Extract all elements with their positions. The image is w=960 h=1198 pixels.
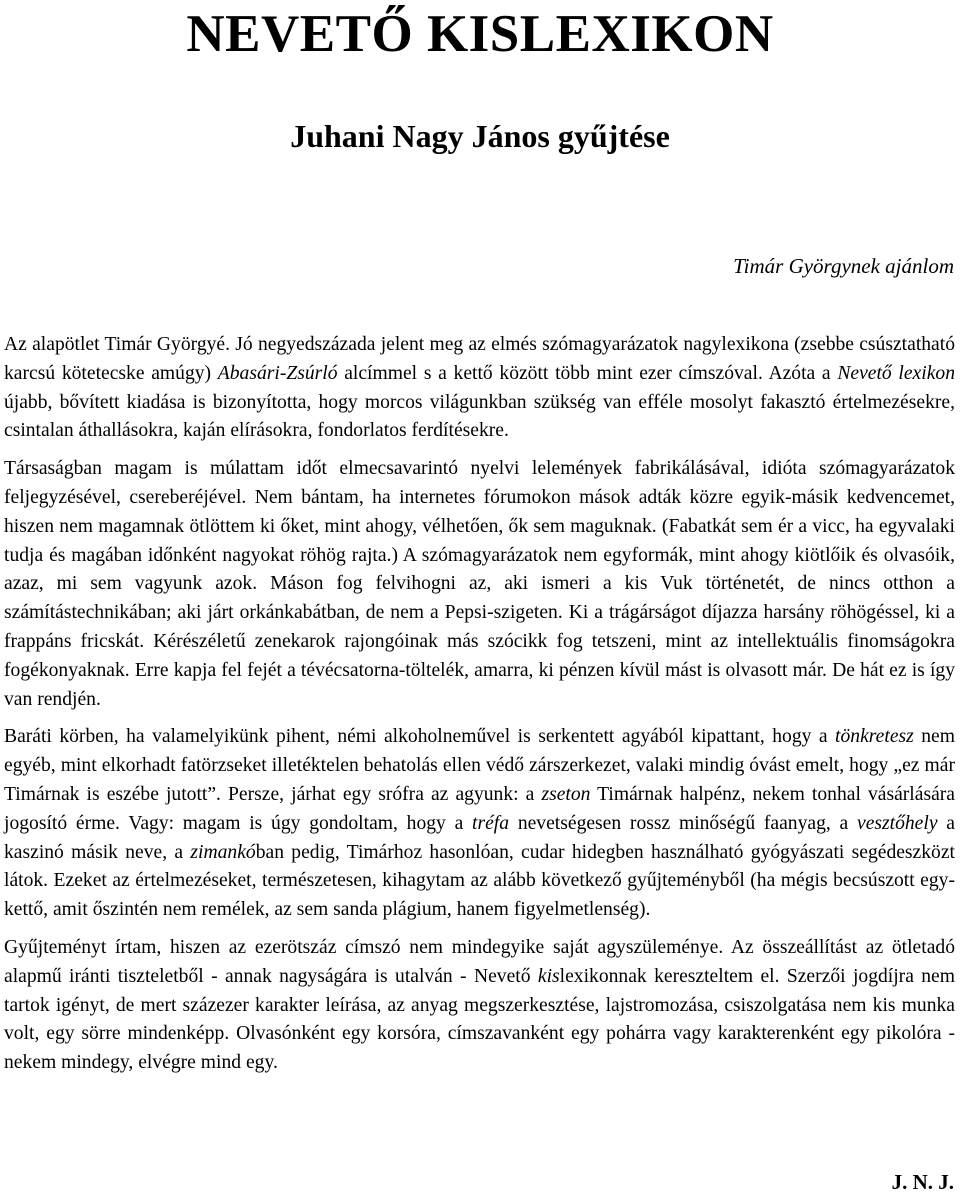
text-run: Gyűjteményt írtam, hiszen az ezerötszáz címszó nem mindegyike saját agyszüleménye. Az összeállítást az ötletadó alapmű iránti tiszteletből - annak nagyságára is utalván - Nevető xyxy=(4,936,955,987)
text-run: lexikonnak kereszteltem el. Szerzői jogdíjra nem tartok igényt, de mert százezer karakter leírása, az anyag megszerkesztése, lajstromozása, csiszolgatása nem kis munka volt, egy sörre mindenképp. Olvasónként egy korsóra, címszavanként egy pohárra vagy karakterenként egy pikolóra - nekem mindegy, elvégre mind egy. xyxy=(4,965,955,1074)
text-run: Társaságban magam is múlattam időt elmecsavarintó nyelvi lelemények fabrikálásával, idióta szómagyarázatok feljegyzésével, csereberéjével. Nem bántam, ha internetes fórumokon mások adták közre egyik-másik kedvencemet, hiszen nem magamnak ötlöttem ki őket, mint ahogy, vélhetően, ők sem maguknak. (Fabatkát sem ér a vicc, ha egyvalaki tudja és magában időnként nagyokat röhög rajta.) A szómagyarázatok nem egyformák, mint ahogy kiötlőik és olvasóik, azaz, mi sem vagyunk azok. Máson fog felvihogni az, aki ismeri a kis Vuk történetét, de nincs otthon a számítástechnikában; aki járt orkánkabátban, de nem a Pepsi-szigeten. Ki a trágárságot díjazza harsány röhögéssel, ki a frappáns fricskát. Kérészéletű zenekarok rajongóinak más szócikk fog tetszeni, mint az intellektuális finomságokra fogékonyaknak. Erre kapja fel fejét a tévécsatorna-töltelék, amarra, ki pénzen kívül mást is olvasott már. De hát ez is így van rendjén. xyxy=(4,458,955,710)
text-run: Baráti körben, ha valamelyikünk pihent, némi alkoholneművel is serkentett agyából kipattant, hogy a xyxy=(4,726,836,748)
text-run: ban pedig, Timárhoz hasonlóan, cudar hidegben használható gyógyászati segédeszközt látok. Ezeket az értelmezéseket, természetesen, kihagytam az alább következő gyűjteményből (ha mégis becsúszott egy-kettő, amit őszintén nem remélek, az sem sanda plágium, hanem figyelmetlenség). xyxy=(4,841,955,921)
text-run: Az alapötlet Timár Györgyé. Jó negyedszázada jelent meg az elmés szómagyarázatok nagylexikona (zsebbe csúsztatható karcsú kötetecske amúgy) xyxy=(4,334,955,384)
italic-term: Nevető lexikon xyxy=(837,362,955,384)
italic-term: zseton xyxy=(541,783,591,805)
text-run: Timárnak halpénz, nekem tonhal vásárlására jogosító érme. Vagy: magam is úgy gondoltam, hogy a xyxy=(4,783,955,834)
text-run: nevetségesen rossz minőségű faanyag, a xyxy=(509,812,857,834)
body-text xyxy=(4,331,955,1087)
text-run: a kaszinó másik neve, a xyxy=(4,812,955,863)
document-subtitle: Juhani Nagy János gyűjtése xyxy=(290,118,670,154)
italic-term: kis xyxy=(537,965,560,987)
text-run: újabb, bővített kiadása is bizonyította, hogy morcos világunkban szükség van efféle mosolyt fakasztó értelmezésekre, csintalan áthallásokra, kaján elírásokra, fondorlatos ferdítésekre. xyxy=(4,391,955,442)
paragraph xyxy=(4,934,955,1078)
paragraph xyxy=(4,455,955,714)
text-run: alcímmel s a kettő között több mint ezer címszóval. Azóta a xyxy=(337,362,838,384)
author-signature: J. N. J. xyxy=(891,1170,954,1194)
paragraph xyxy=(4,723,955,925)
paragraph xyxy=(4,331,955,446)
italic-term: Abasári-Zsúrló xyxy=(217,362,338,384)
italic-term: vesztőhely xyxy=(857,812,938,834)
document-title: NEVETŐ KISLEXIKON xyxy=(186,5,774,63)
dedication-line: Timár Györgynek ajánlom xyxy=(733,254,954,278)
italic-term: zimankó xyxy=(190,841,256,863)
italic-term: tréfa xyxy=(472,812,510,834)
italic-term: tönkretesz xyxy=(835,726,914,748)
text-run: nem egyéb, mint elkorhadt fatörzseket illetéktelen behatolás ellen védő zárszerkezet, valaki mindig óvást emelt, hogy „ez már Timárnak is eszébe jutott”. Persze, járhat egy srófra az agyunk: a xyxy=(4,726,955,805)
